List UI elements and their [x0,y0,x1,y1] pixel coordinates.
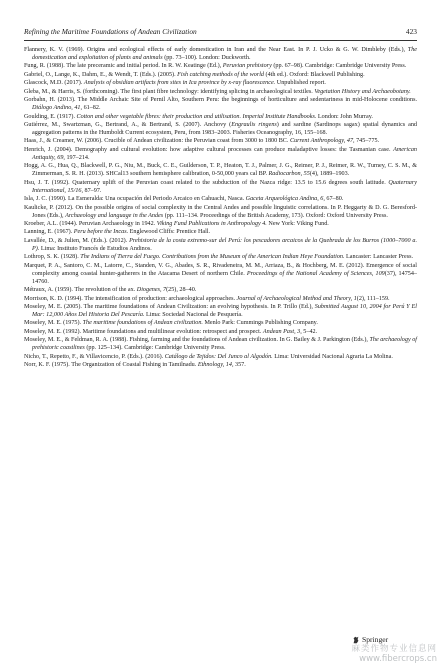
reference-entry: Gorbahn, H. (2013). The Middle Archaic Site of Pernil Alto, Southern Peru: the beginnings of horticulture and sedentariness in mid-Holocene conditions. Diálogo Andino, 41, 61–82. [24,97,417,112]
reference-entry: Lanning, E. (1967). Peru before the Incas. Englewood Cliffs: Prentice Hall. [24,229,211,236]
watermark [324,644,437,664]
reference-entry: Flannery, K. V. (1969). Origins and ecological effects of early domestication in Iran and the Near East. In P. J. Ucko & G. W. Dimbleby (Eds.), The domestication and exploitation of plants and animals (pp. 73–100). London: Duckworth. [24,47,417,61]
reference-entry: Goulding, E. (1917). Cotton and other vegetable fibres: their production and utilisation. Imperial Institute Handbooks. London: John Murray. [24,113,373,120]
reference-entry: Moseley, M. E. (1992). Maritime foundations and multilinear evolution: retrospect and prospect. Andean Past, 3, 5–42. [24,328,318,335]
reference-entry: Fung, R. (1988). The late preceramic and initial period. In R. W. Keatinge (Ed.), Peruvian prehistory (pp. 67–98). Cambridge: Cambridge University Press. [24,63,407,70]
reference-entry: Moseley, M. E. (1975). The maritime foundations of Andean civilization. Menlo Park: Cummings Publishing Company. [24,320,318,327]
header-rule [24,40,417,41]
publisher-name: Springer [362,635,389,644]
reference-entry: Gabriel, O., Lange, K., Dahm, E., & Wendt, T. (Eds.). (2005). Fish catching methods of the world (4th ed.). Oxford: Blackwell Publishing. [24,71,365,78]
running-title: Refining the Maritime Foundations of Andean Civilization [24,27,197,36]
reference-entry: Hsu, J. T. (1992). Quaternary uplift of the Peruvian coast related to the subduction of the Nazca ridge: 13.5 to 15.6 degrees south latitude. Quaternary International, 15/16, 87–97. [24,179,417,194]
watermark-url: www.fibercrops.cn [359,654,437,664]
reference-entry: Morrison, K. D. (1994). The intensification of production: archaeological approaches. Journal of Archaeological Method and Theory, 1(2), 111–159. [24,295,390,302]
reference-entry: Moseley, M. E., & Feldman, R. A. (1988). Fishing, farming and the foundations of Andean civilization. In G. Bailey & J. Parkington (Eds.), The archaeology of prehistoric coastlines (pp. 125–134). Cambridge: Cambridge University Press. [24,337,417,352]
reference-entry: Kroeber, A.L. (1944). Peruvian Archaeology in 1942. Viking Fund Publications in Anthropology 4. New York: Viking Fund. [24,221,329,228]
running-head [24,26,417,38]
reference-entry: Lavallée, D., & Julien, M. (Eds.). (2012). Prehistoria de la costa extremo-sur del Perú: los pescadores arcaicos de la Quebrada de los Burros (1000–7000 a. P). Lima: Instituto Francés de Estudios Andinos. [24,237,417,252]
reference-entry: Kaulicke, P. (2012). On the possible origins of social complexity in the Central Andes and possible linguistic correlations. In P. Heggarty & D. G. Beresford-Jones (Eds.), Archaeology and language in the Andes (pp. 111–134. Proceedings of the British Academy, 173). Oxford: Oxford University Press. [24,204,417,219]
reference-entry: Haas, J., & Creamer, W. (2006). Crucible of Andean civilization: the Peruvian coast from 3000 to 1800 BC. Current Anthropology, 47, 745–775. [24,138,380,145]
reference-entry: Métraux, A. (1959). The revolution of the ax. Diogenes, 7(25), 28–40. [24,287,197,294]
reference-entry: Nicho, T., Repetto, F., & Villavicencio, P. (Eds.). (2016). Catálogo de Tejidos: Del Junco al Algodón. Lima: Universidad Nacional Agraria La Molina. [24,353,393,360]
reference-entry: Gutiérrez, M., Swartzman, G., Bertrand, A., & Bertrand, S. (2007). Anchovy (Engraulis ringens) and sardine (Sardinops sagax) spatial dynamics and aggregation patterns in the Humboldt Current ecosystem, Peru, from 1983–2003. Fisheries Oceanography, 16, 155–168. [24,122,417,137]
reference-entry: Moseley, M. E. (2005). The maritime foundations of Andean Civilization: an evolving hypothesis. In P. Trillo (Ed.), Submitted August 10, 2004 for Perú Y El Mar: 12,000 Años Del Historia Del Pescaría. Lima: Sociedad Nacional de Pesquería. [24,304,417,318]
reference-entry: Isla, J. C. (1990). La Esmeralda: Una ocupación del Periodo Arcaico en Cahuachi, Nasca. Gaceta Arqueológica Andina, 6, 67–80. [24,196,344,203]
reference-entry: Lothrop, S. K. (1928). The Indians of Tierra del Fuego. Contributions from the Museum of the American Indian Heye Foundation. Lancaster: Lancaster Press. [24,254,414,261]
page-number: 423 [405,27,417,36]
reference-entry: Glascock, M.D. (2017). Analysis of obsidian artifacts from sites in Ica province by x-ray fluorescence. Unpublished report. [24,80,326,87]
reference-entry: Norr, K. F. (1975). The Organization of Coastal Fishing in Tamilnadu. Ethnology, 14, 357. [24,362,246,369]
page [24,0,419,666]
reference-list [24,47,417,371]
watermark-text: 麻类作物专业信息网 [351,644,437,654]
reference-entry: Henrich, J. (2004). Demography and cultural evolution: how adaptive cultural processes can produce maladaptive losses: the Tasmanian case. American Antiquity, 69, 197–214. [24,146,417,161]
reference-entry: Gleba, M., & Harris, S. (forthcoming). The first plant fibre technology: identifying splicing in archaeological textiles. Vegetation History and Archaeobotany. [24,88,411,95]
reference-entry: Hogg, A. G., Hua, Q., Blackwell, P. G., Niu, M., Buck, C. E., Guilderson, T. P., Heaton, T. J., Palmer, J. G., Reimer, P. J., Reimer, R. W., Turney, C. S. M., & Zimmerman, S. R. H. (2013). SHCal13 southern hemisphere calibration, 0-50,000 years cal BP. Radiocarbon, 55(4), 1889–1903. [24,163,417,178]
reference-entry: Marquet, P. A., Santoro, C. M., Latorre, C., Standen, V. G., Abades, S. R., Rivadeneira, M. M., Arriaza, B., & Hochberg, M. E. (2012). Emergence of social complexity among coastal hunter-gatherers in the Atacama Desert of northern Chile. Proceedings of the National Academy of Sciences, 109(37), 14754–14760. [24,262,417,285]
springer-horse-icon [352,636,360,644]
